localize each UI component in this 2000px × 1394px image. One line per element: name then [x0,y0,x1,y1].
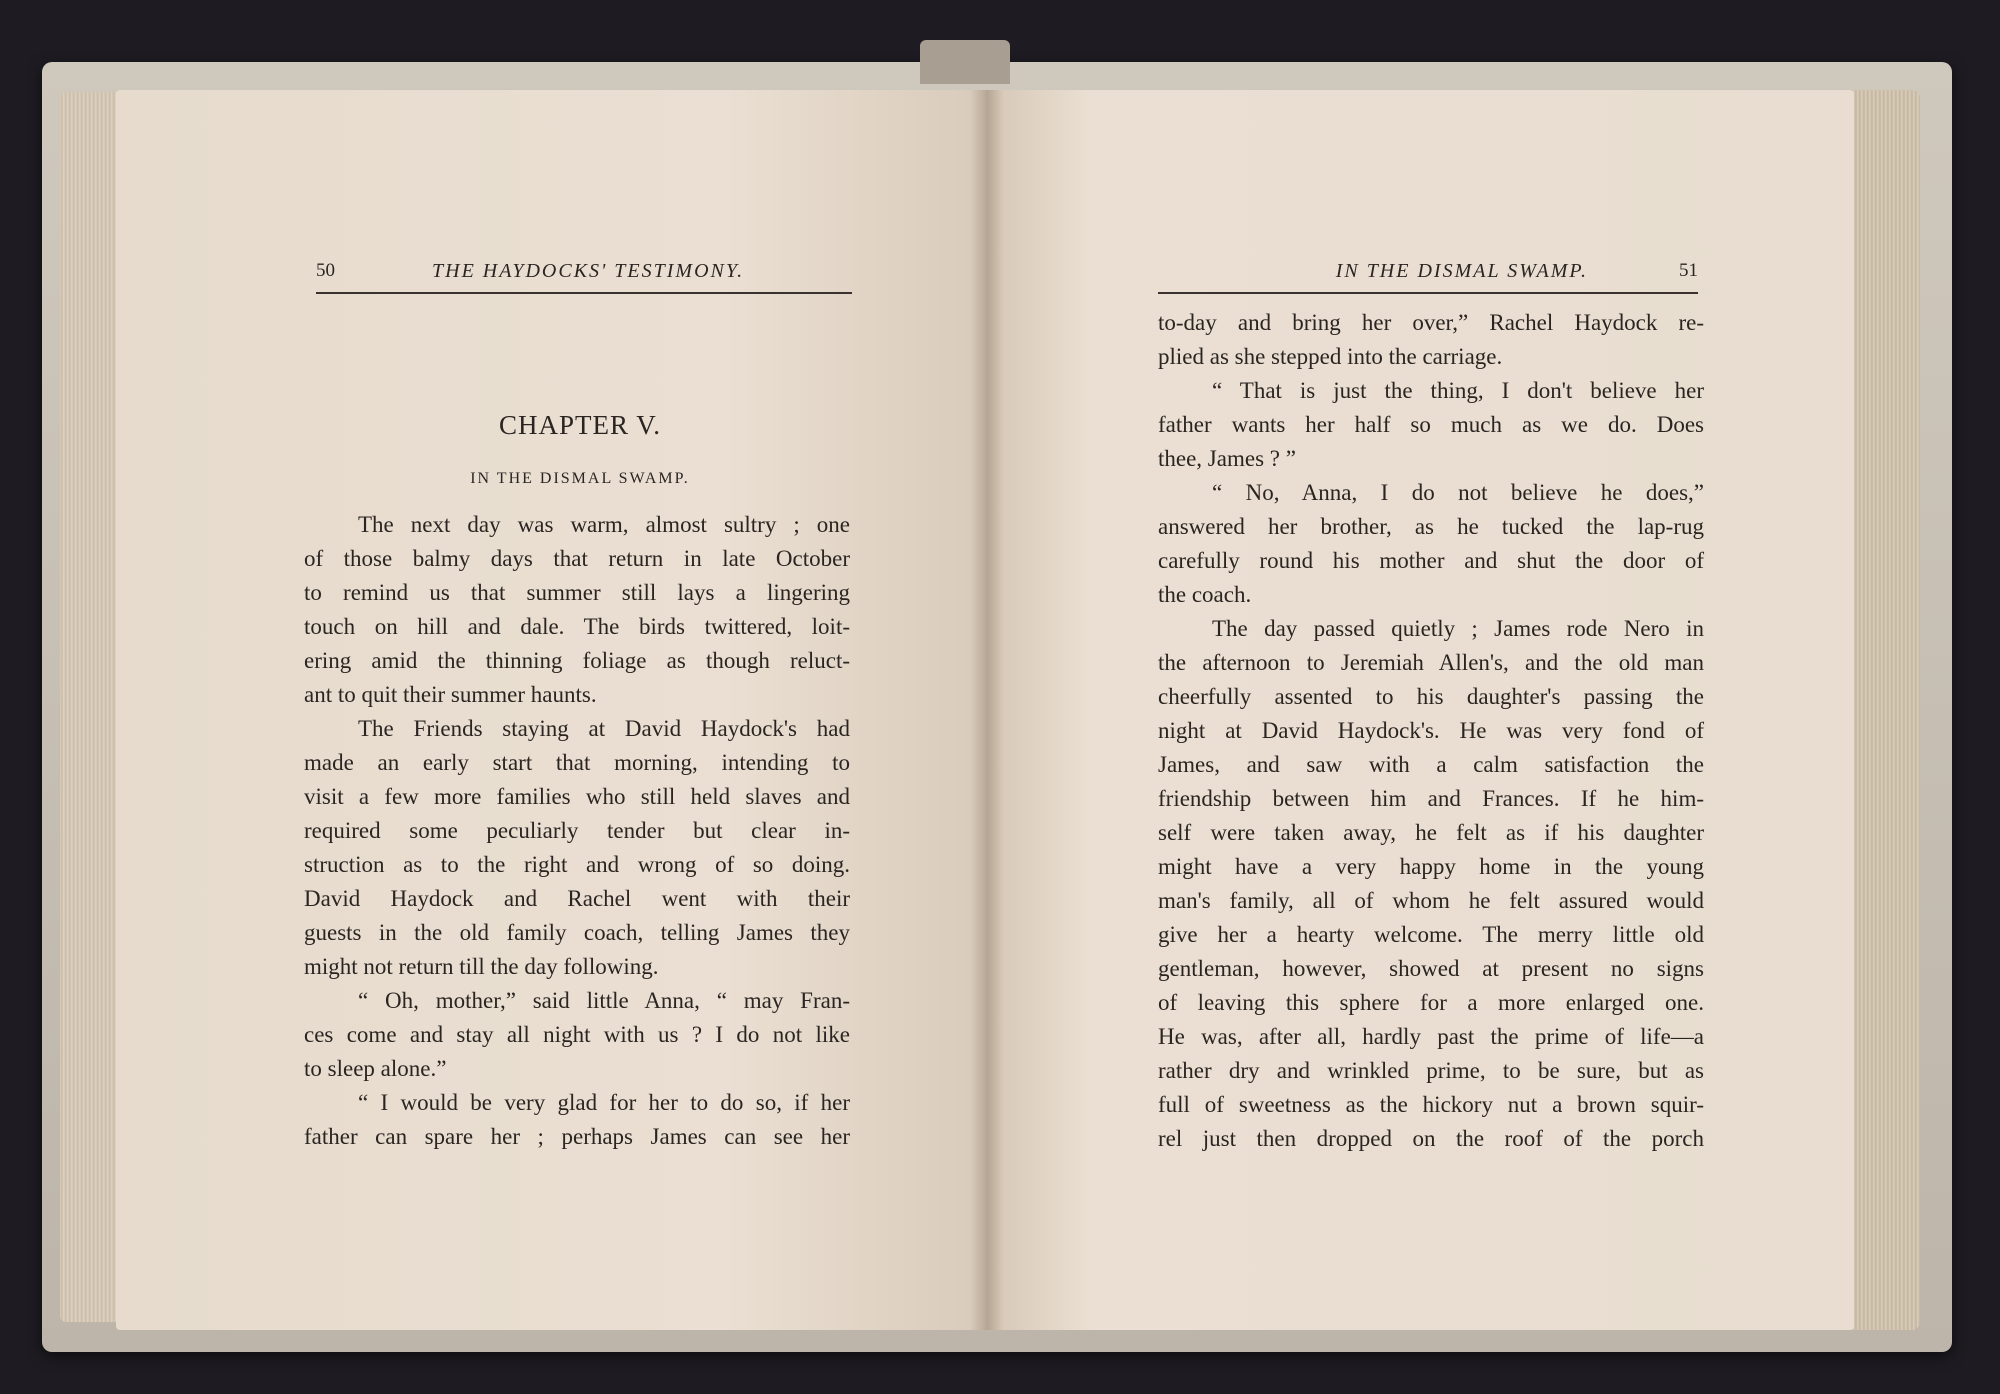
text-line: father can spare her ; perhaps James can see her [304,1124,850,1149]
text-line: cheerfully assented to his daughter's passing the [1158,684,1704,709]
text-line: carefully round his mother and shut the door of [1158,548,1704,573]
text-line: struction as to the right and wrong of so doing. [304,852,850,877]
text-line: to sleep alone.” [304,1056,447,1081]
text-line: father wants her half so much as we do. Does [1158,412,1704,437]
text-line: ces come and stay all night with us ? I do not like [304,1022,850,1047]
text-line: visit a few more families who still held slaves and [304,784,850,809]
text-line: might not return till the day following. [304,954,659,979]
text-line: to remind us that summer still lays a lingering [304,580,850,605]
text-line: man's family, all of whom he felt assured would [1158,888,1704,913]
text-line: guests in the old family coach, telling James they [304,920,850,945]
left-page-body [304,508,850,1154]
text-line: the coach. [1158,582,1252,607]
text-line: of those balmy days that return in late October [304,546,850,571]
text-line: David Haydock and Rachel went with their [304,886,850,911]
text-line: “ No, Anna, I do not believe he does,” [1212,480,1704,505]
left-page-edges [60,92,120,1322]
book-gutter [970,90,1004,1330]
text-line: rel just then dropped on the roof of the porch [1158,1126,1704,1151]
right-running-title: IN THE DISMAL SWAMP. [1335,260,1588,282]
text-line: He was, after all, hardly past the prime of life—a [1158,1024,1704,1049]
book-spine [920,40,1010,84]
text-line: required some peculiarly tender but clear in- [304,818,850,843]
text-line: friendship between him and Frances. If he him- [1158,786,1704,811]
text-line: The next day was warm, almost sultry ; one [358,512,850,537]
text-line: “ I would be very glad for her to do so, if her [358,1090,850,1115]
text-line: The Friends staying at David Haydock's had [358,716,850,741]
text-line: “ Oh, mother,” said little Anna, “ may Fran- [358,988,850,1013]
text-line: night at David Haydock's. He was very fond of [1158,718,1704,743]
chapter-subtitle: IN THE DISMAL SWAMP. [470,470,690,487]
left-page-number: 50 [316,260,335,281]
right-page-number: 51 [1679,260,1698,281]
text-line: to-day and bring her over,” Rachel Haydock re- [1158,310,1704,335]
left-running-head [316,256,852,294]
text-line: James, and saw with a calm satisfaction the [1158,752,1704,777]
text-line: of leaving this sphere for a more enlarged one. [1158,990,1704,1015]
text-line: ering amid the thinning foliage as though reluct- [304,648,850,673]
text-line: answered her brother, as he tucked the lap-rug [1158,514,1704,539]
text-line: ant to quit their summer haunts. [304,682,597,707]
text-line: The day passed quietly ; James rode Nero in [1212,616,1704,641]
chapter-title: CHAPTER V. [498,410,662,440]
text-line: touch on hill and dale. The birds twittered, loit- [304,614,850,639]
text-line: made an early start that morning, intending to [304,750,850,775]
left-running-title: THE HAYDOCKS' TESTIMONY. [432,260,745,282]
text-line: gentleman, however, showed at present no signs [1158,956,1704,981]
text-line: give her a hearty welcome. The merry little old [1158,922,1704,947]
text-line: thee, James ? ” [1158,446,1296,471]
text-line: plied as she stepped into the carriage. [1158,344,1503,369]
text-line: the afternoon to Jeremiah Allen's, and the old man [1158,650,1704,675]
right-page-body [1158,306,1704,1156]
right-running-head [1158,256,1698,294]
text-line: rather dry and wrinkled prime, to be sure, but as [1158,1058,1704,1083]
right-page-edges [1850,90,1920,1330]
text-line: full of sweetness as the hickory nut a brown squir- [1158,1092,1704,1117]
text-line: “ That is just the thing, I don't believe her [1212,378,1704,403]
text-line: self were taken away, he felt as if his daughter [1158,820,1704,845]
text-line: might have a very happy home in the young [1158,854,1704,879]
